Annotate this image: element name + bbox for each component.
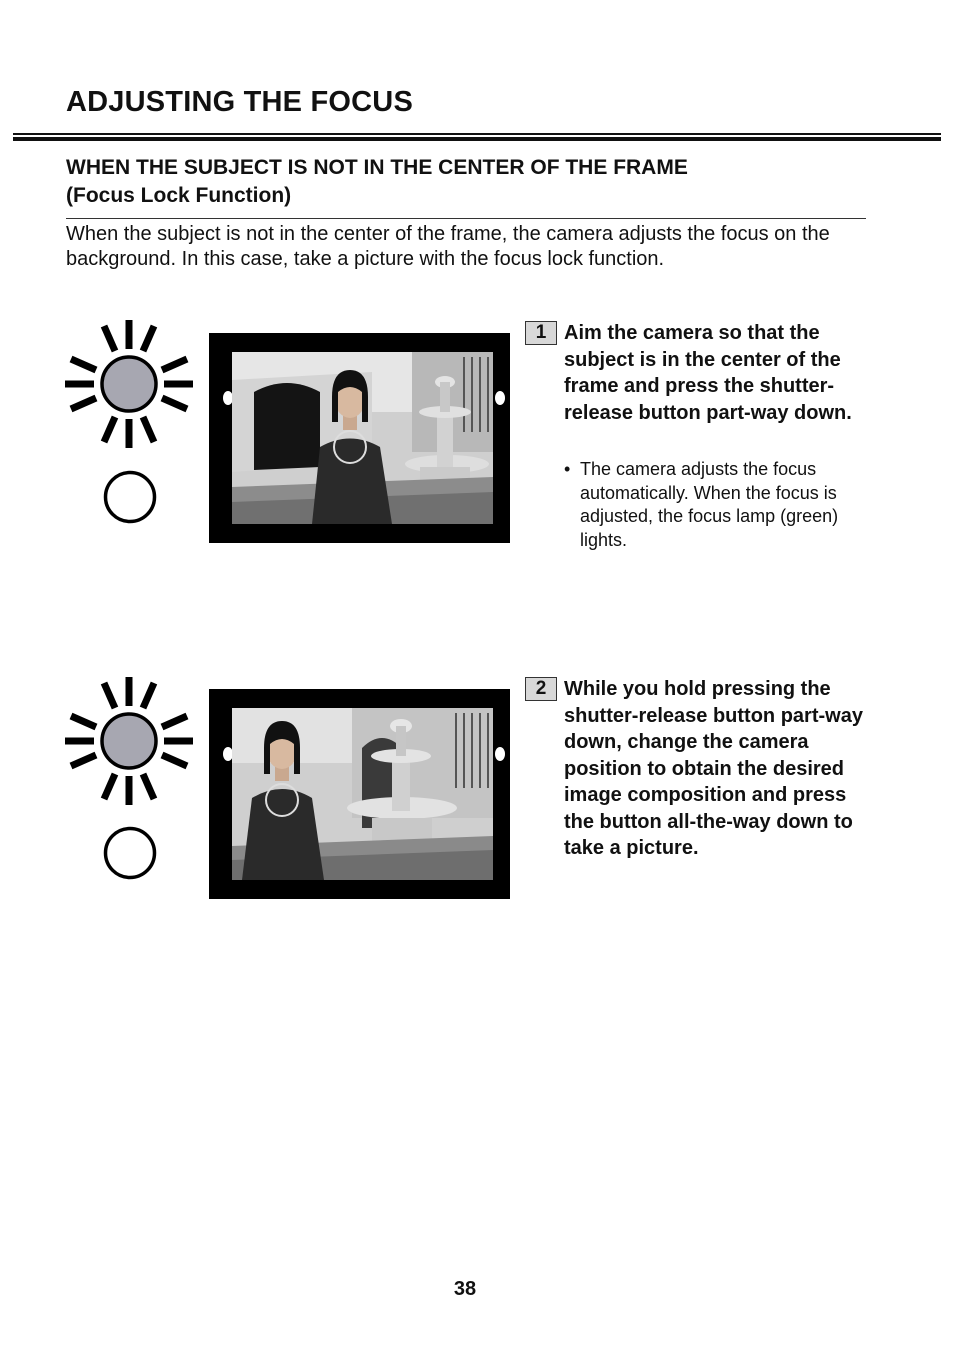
lit-focus-lamp-icon: [63, 318, 195, 450]
step-2-number: 2: [525, 677, 557, 701]
title-rule: [13, 133, 941, 141]
unlit-lamp-icon: [103, 470, 157, 524]
step-1-bullet: • The camera adjusts the focus automatically. When the focus is adjusted, the focus lamp (green) lights.: [564, 458, 869, 552]
subject-photo-frame: [209, 333, 510, 543]
step-1-number: 1: [525, 321, 557, 345]
section-rule: [66, 218, 866, 219]
section-heading-line1: WHEN THE SUBJECT IS NOT IN THE CENTER OF THE FRAME: [66, 156, 688, 179]
subject-photo-frame: [209, 689, 510, 899]
page-title: ADJUSTING THE FOCUS: [66, 86, 413, 118]
unlit-lamp-icon: [103, 826, 157, 880]
step-2-text: While you hold pressing the shutter-release button part-way down, change the camera position to obtain the desired image composition and press the button all-the-way down to take a picture.: [564, 678, 863, 859]
lit-focus-lamp-icon: [63, 675, 195, 807]
section-heading-line2: (Focus Lock Function): [66, 184, 292, 207]
section-heading: [66, 154, 866, 210]
subject-photo: [232, 708, 493, 880]
step-1-text: Aim the camera so that the subject is in the center of the frame and press the shutter-release button part-way down.: [564, 322, 852, 424]
subject-photo: [232, 352, 493, 524]
intro-paragraph: When the subject is not in the center of the frame, the camera adjusts the focus on the background. In this case, take a picture with the focus lock function.: [66, 223, 830, 270]
page-number: 38: [453, 1278, 477, 1300]
